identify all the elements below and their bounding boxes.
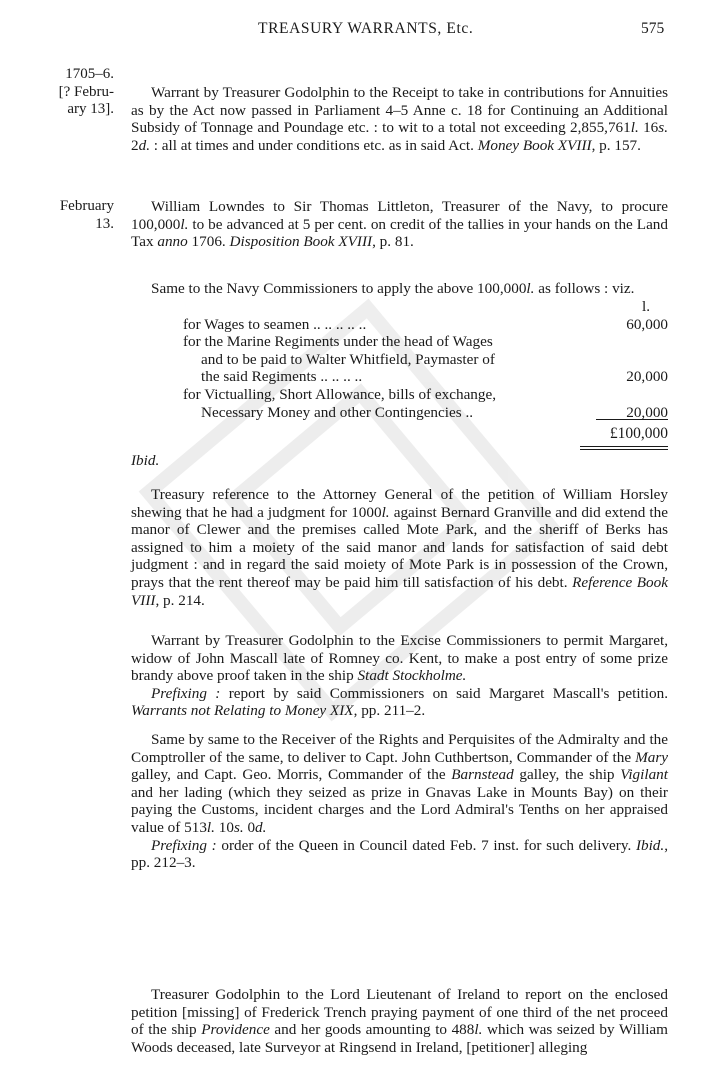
entry-navy-commissioners: Same to the Navy Commissioners to apply the above 100,000l. as follows : viz.: [151, 280, 635, 297]
allocation-row: for Wages to seamen .. .. .. .. .. 60,000: [183, 315, 668, 333]
unit-label: l.: [641, 298, 650, 315]
total-double-rule-bottom: [580, 449, 668, 450]
margin-date-2: February 13.: [59, 198, 114, 232]
sum-rule: [596, 419, 668, 420]
entry-vigilant-warrant: Same by same to the Receiver of the Rights and Perquisites of the Admiralty and the Comptroller of the same, to deliver to Capt. John Cuthbertson, Commander of the Mary galley, and Capt. Geo. Morris, Commander of the Barnstead galley, the ship Vigilant and her lading (which they seized as prize in Gnavas Lake in Mounts Bay) on their paying the Customs, incident charges and the Lord Admiral's Tenths on her appraised value of 513l. 10s. 0d. Prefixing : order of the Queen in Council dated Feb. 7 inst. for such delivery. Ibid., pp. 212–3.: [131, 731, 668, 872]
allocation-row: for Victualling, Short Allowance, bills of exchange, Necessary Money and other Contingencies .. 20,000: [183, 385, 668, 421]
entry-mascall-warrant: Warrant by Treasurer Godolphin to the Excise Commissioners to permit Margaret, widow of John Mascall late of Romney co. Kent, to make a post entry of some prize brandy above proof taken in the ship Stadt Stockholme. Prefixing : report by said Commissioners on said Margaret Mascall's petition. Warrants not Relating to Money XIX, pp. 211–2.: [131, 632, 668, 720]
allocation-row: for the Marine Regiments under the head of Wages and to be paid to Walter Whitfield, Paymaster of the said Regiments .. .. .. .. 20,000: [183, 333, 668, 386]
allocation-table: [131, 298, 668, 421]
entry-horsley-petition: Treasury reference to the Attorney General of the petition of William Horsley shewing that he had a judgment for 1000l. against Bernard Granville and did extend the manor of Clewer and the premises called Mote Park, and the sheriff of Berks has assigned to him a moiety of the said manor and lands for satisfaction of said debt judgment : and in regard the said moiety of Mote Park is in possession of the Crown, prays that the rent thereof may be paid him till satisfaction of his debt. Reference Book VIII, p. 214.: [131, 486, 668, 609]
total-double-rule-top: [580, 446, 668, 447]
total-amount: £100,000: [609, 425, 668, 442]
running-title: TREASURY WARRANTS, Etc.: [258, 20, 474, 37]
page-header: [0, 20, 720, 42]
entry-trench-petition: Treasurer Godolphin to the Lord Lieutenant of Ireland to report on the enclosed petition [missing] of Frederick Trench praying payment of one third of the net proceed of the ship Providence and her goods amounting to 488l. which was seized by William Woods deceased, late Surveyor at Ringsend in Ireland, [petitioner] alleging: [131, 986, 668, 1056]
entry-annuities-warrant: Warrant by Treasurer Godolphin to the Receipt to take in contributions for Annuities as by the Act now passed in Parliament 4–5 Anne c. 18 for Continuing an Additional Subsidy of Tonnage and Poundage etc. : to wit to a total not exceeding 2,855,761l. 16s. 2d. : all at times and under conditions etc. as in said Act. Money Book XVIII, p. 157.: [131, 84, 668, 154]
margin-date-1: 1705–6. [? Febru- ary 13].: [58, 66, 114, 118]
page-number: 575: [641, 20, 665, 37]
source-ibid: Ibid.: [131, 452, 160, 469]
entry-lowndes-letter: William Lowndes to Sir Thomas Littleton, Treasurer of the Navy, to procure 100,000l. to be advanced at 5 per cent. on credit of the tallies in your hands on the Land Tax anno 1706. Disposition Book XVIII, p. 81.: [131, 198, 668, 251]
